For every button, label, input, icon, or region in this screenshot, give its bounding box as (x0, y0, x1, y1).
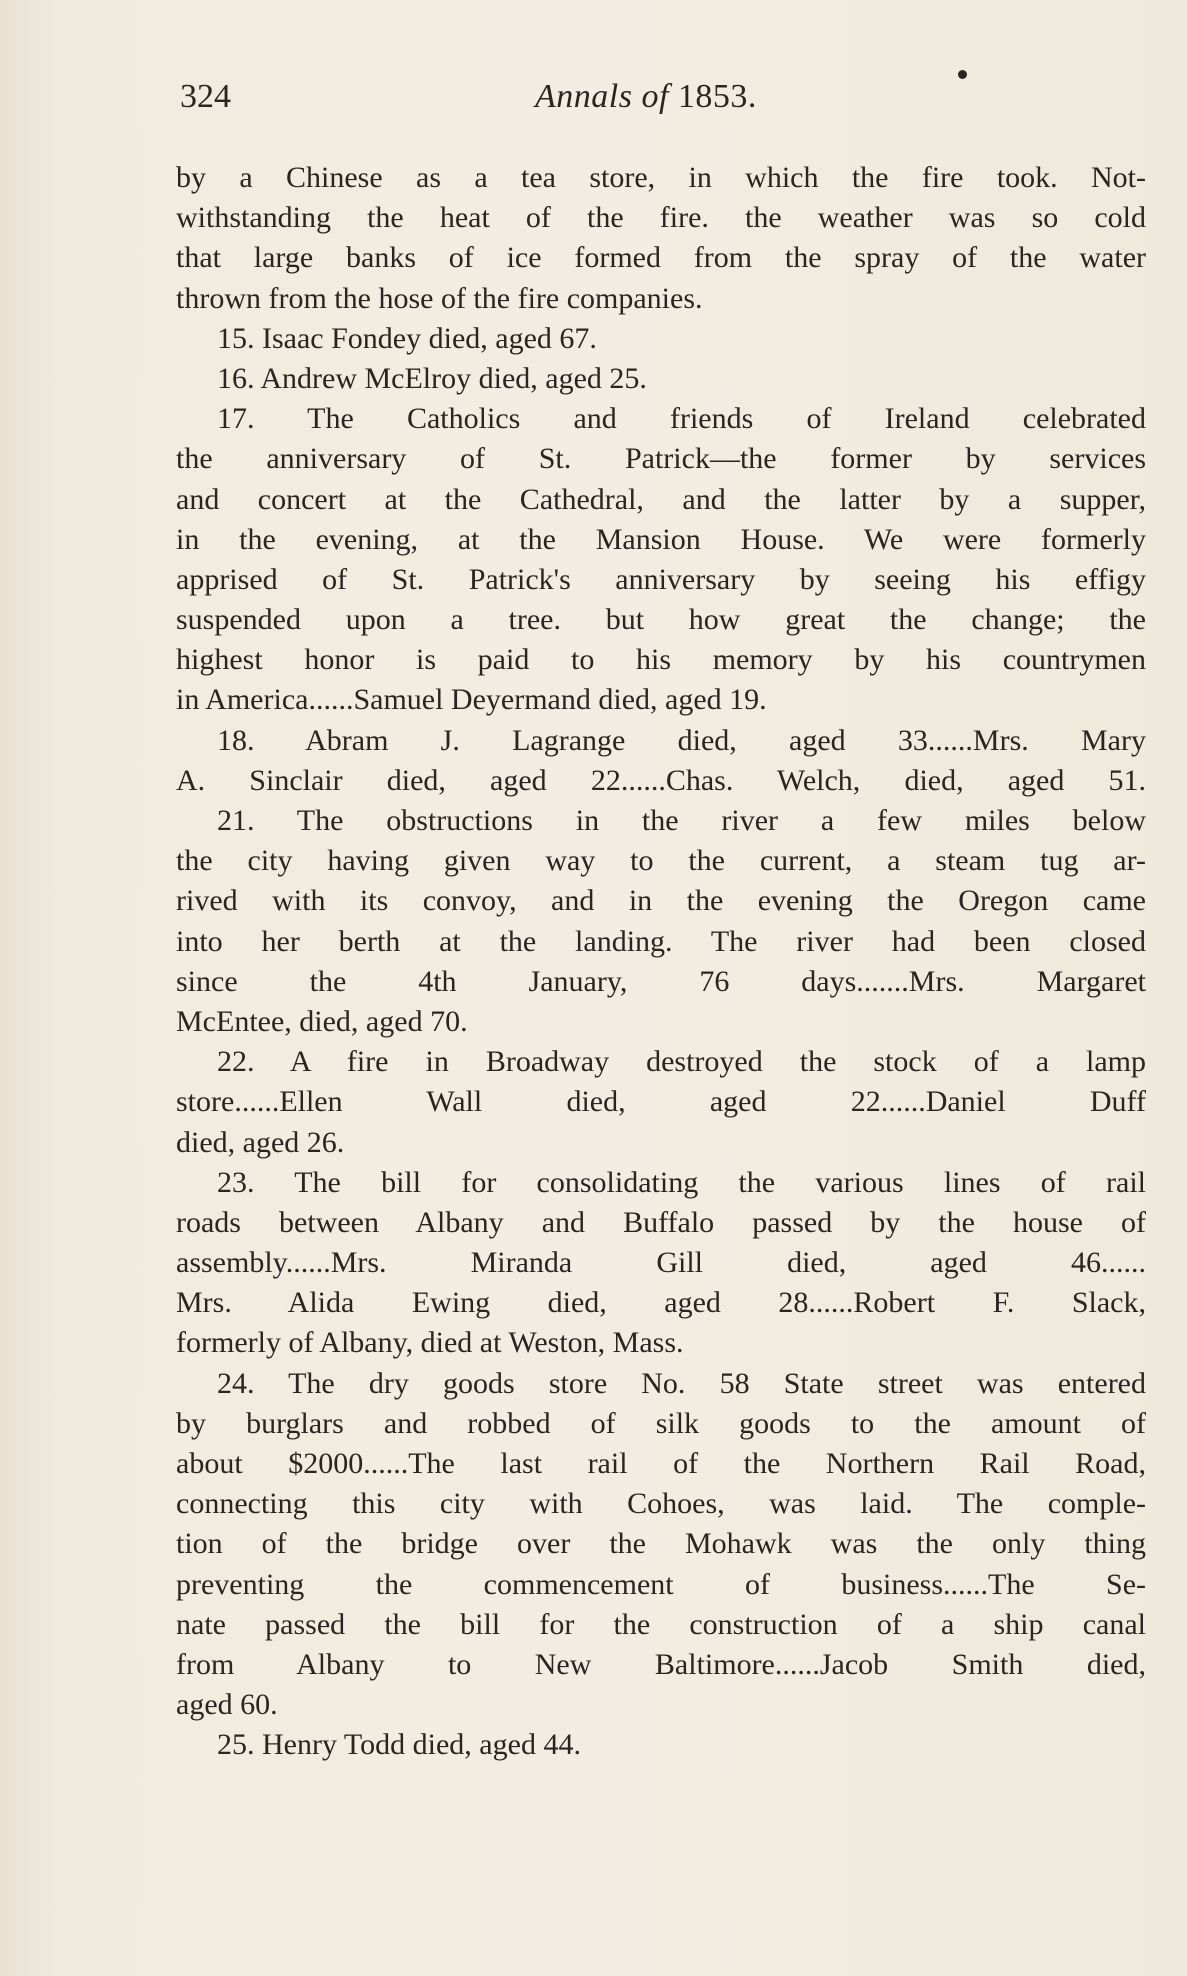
running-title (535, 78, 757, 116)
running-title-italic: Annals of (535, 78, 669, 115)
text-line: about $2000......The last rail of the Northern Rail Road, (176, 1447, 1146, 1480)
text-line: Mrs. Alida Ewing died, aged 28......Robert F. Slack, (176, 1286, 1146, 1320)
text-line: nate passed the bill for the construction of a ship canal (176, 1607, 1146, 1641)
text-line: 24. The dry goods store No. 58 State street was entered (217, 1366, 1146, 1400)
text-line: McEntee, died, aged 70. (176, 1004, 468, 1038)
text-line: and concert at the Cathedral, and the latter by a supper, (176, 482, 1146, 516)
text-line: apprised of St. Patrick's anniversary by seeing his effigy (176, 562, 1146, 596)
text-line: 18. Abram J. Lagrange died, aged 33......Mrs. Mary (217, 723, 1146, 757)
text-line: 23. The bill for consolidating the various lines of rail (217, 1165, 1146, 1199)
running-title-year: 1853. (677, 78, 757, 115)
text-line: connecting this city with Cohoes, was laid. The comple- (176, 1487, 1146, 1521)
text-line: 21. The obstructions in the river a few miles below (217, 804, 1146, 837)
text-line: aged 60. (176, 1688, 278, 1722)
text-line: suspended upon a tree. but how great the change; the (176, 603, 1146, 637)
text-line: the city having given way to the current, a steam tug ar- (176, 844, 1146, 878)
text-line: thrown from the hose of the fire companies. (176, 281, 703, 315)
text-line: 16. Andrew McElroy died, aged 25. (217, 361, 647, 395)
text-line: by a Chinese as a tea store, in which the fire took. Not- (176, 161, 1146, 194)
text-line: died, aged 26. (176, 1125, 345, 1159)
text-line: A. Sinclair died, aged 22......Chas. Welch, died, aged 51. (176, 763, 1146, 797)
text-line: preventing the commencement of business......The Se- (176, 1567, 1146, 1601)
page-number: 324 (180, 78, 231, 115)
text-line: by burglars and robbed of silk goods to the amount of (176, 1406, 1146, 1440)
text-line: into her berth at the landing. The river had been closed (176, 924, 1146, 958)
text-line: 17. The Catholics and friends of Ireland celebrated (217, 402, 1146, 436)
text-line: store......Ellen Wall died, aged 22......Daniel Duff (176, 1085, 1146, 1119)
text-line: highest honor is paid to his memory by his countrymen (176, 643, 1146, 677)
text-line: 22. A fire in Broadway destroyed the stock of a lamp (217, 1045, 1146, 1079)
text-line: rived with its convoy, and in the evening the Oregon came (176, 884, 1146, 918)
text-line: withstanding the heat of the fire. the weather was so cold (176, 201, 1146, 235)
body-text (176, 158, 1146, 1766)
text-line: roads between Albany and Buffalo passed by the house of (176, 1205, 1146, 1239)
text-line: since the 4th January, 76 days.......Mrs. Margaret (176, 964, 1146, 998)
text-line: that large banks of ice formed from the spray of the water (176, 241, 1146, 275)
text-line: the anniversary of St. Patrick—the former by services (176, 442, 1146, 476)
text-line: tion of the bridge over the Mohawk was the only thing (176, 1527, 1146, 1561)
ink-speck (958, 70, 967, 79)
text-line: assembly......Mrs. Miranda Gill died, aged 46...... (176, 1246, 1146, 1280)
text-line: formerly of Albany, died at Weston, Mass. (176, 1326, 684, 1360)
text-line: from Albany to New Baltimore......Jacob Smith died, (176, 1647, 1146, 1681)
text-line: 15. Isaac Fondey died, aged 67. (217, 321, 597, 355)
text-line: in the evening, at the Mansion House. We were formerly (176, 522, 1146, 556)
text-line: in America......Samuel Deyermand died, aged 19. (176, 683, 767, 717)
text-line: 25. Henry Todd died, aged 44. (217, 1728, 581, 1762)
running-head (180, 78, 800, 128)
